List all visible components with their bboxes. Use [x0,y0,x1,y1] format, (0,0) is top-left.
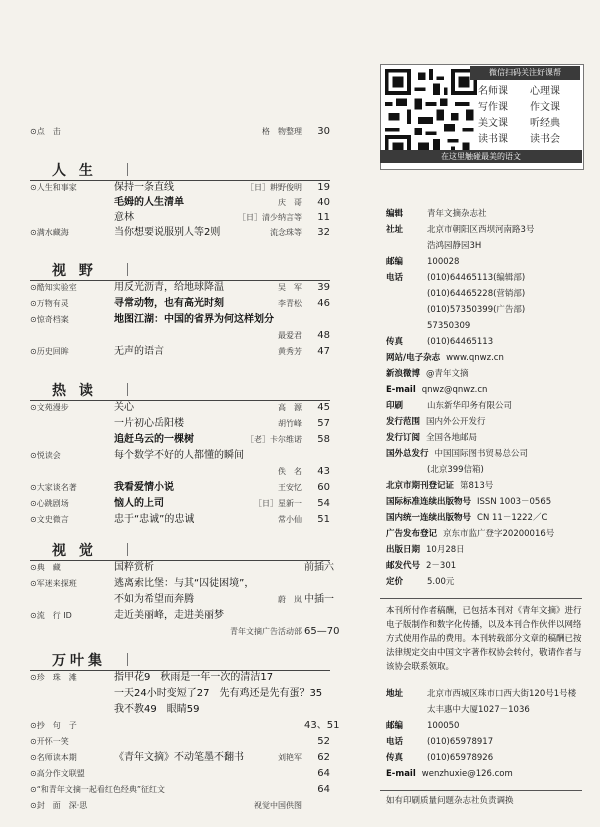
toc-row[interactable] [30,782,330,797]
info-value: www.qnwz.cn [446,353,504,363]
toc-row-author: ［日］耕野俊明 [246,183,302,192]
toc-row-page: 43 [317,466,330,477]
toc-row-title: 意林 [114,212,134,223]
toc-row-author: ［日］清少纳言等 [238,213,302,222]
toc-row[interactable] [30,225,330,240]
toc-row-title: 用反光沥青，给地球降温 [114,282,224,293]
info-value: 北京市朝阳区西坝河南路3号 [427,225,535,235]
toc-row-author: 庆 哥 [278,198,302,207]
info-value: 北京市西城区珠市口西大街120号1号楼 [427,689,577,699]
toc-row-author: 李青松 [278,299,302,308]
toc-row-page: 46 [317,298,330,309]
info-line [386,336,493,349]
toc-row-tag: ⊙悦读会 [30,451,61,460]
toc-row[interactable] [30,280,330,295]
info-line [386,768,513,781]
toc-row-tag: ⊙心跳剧场 [30,499,69,508]
toc-row[interactable] [30,195,330,210]
info-value: 第813号 [460,481,494,491]
info-label: 网站/电子杂志 [386,353,441,363]
toc-row-author: 高 源 [278,403,302,412]
info-line [386,416,486,429]
toc-row-page: 40 [317,197,330,208]
section-divider-bar [127,163,128,176]
toc-row-title: 毛姆的人生清单 [114,197,184,208]
toc-row-author: 最爱君 [278,331,302,340]
section-header [30,538,330,561]
info-line [386,736,493,749]
info-value: 国内外公开发行 [426,417,486,427]
info-value: 太丰惠中大厦1027－1036 [427,705,530,715]
toc-row-tag: ⊙“和青年文摘一起看红色经典”征红文 [30,785,165,794]
info-value: 10月28日 [426,545,465,555]
toc-row[interactable] [30,496,330,511]
info-line [386,432,477,445]
course-item[interactable]: 读书课 [478,134,508,145]
toc-row-title: 一片初心岳阳楼 [114,418,184,429]
course-item[interactable]: 名师课 [478,86,508,97]
info-line [386,368,469,381]
toc-row-author: 王安忆 [278,483,302,492]
info-label: 国内统一连续出版物号 [386,513,472,523]
toc-row[interactable] [30,576,330,591]
section-header [30,158,330,181]
course-item[interactable]: 写作课 [478,102,508,113]
info-line [386,448,528,461]
info-label: 编辑 [386,209,404,219]
section-title: 人 生 [52,163,97,179]
info-value: 5.00元 [427,577,455,587]
toc-row[interactable] [30,210,330,225]
info-value: 2－301 [426,561,457,571]
toc-row-title: 保持一条直线 [114,182,174,193]
course-item[interactable]: 美文课 [478,118,508,129]
toc-row-page: 47 [317,346,330,357]
section-header [30,258,330,281]
toc-row-page: 39 [317,282,330,293]
toc-row-page: 64 [317,768,330,779]
toc-row-page: 60 [317,482,330,493]
toc-row-title: 无声的语言 [114,346,164,357]
info-value: wenzhuxie@126.com [421,769,513,779]
section-title: 视 野 [52,263,97,279]
info-label: E-mail [386,769,416,779]
info-line [386,352,504,365]
info-label: 广告发布登记 [386,529,438,539]
course-item[interactable]: 读书会 [530,134,560,145]
info-value: (010)65978926 [427,753,494,763]
toc-row-tag: ⊙军迷来探班 [30,579,77,588]
toc-row[interactable] [30,328,330,343]
toc-row-page: 54 [317,498,330,509]
info-line [386,752,493,765]
toc-row[interactable] [30,400,330,415]
toc-row-page: 62 [317,752,330,763]
toc-row-tag: ⊙典 藏 [30,563,61,572]
toc-row-tag: ⊙文史微言 [30,515,69,524]
toc-row-page: 64 [317,784,330,795]
toc-row-author: ［日］星新一 [254,499,302,508]
info-value: 中国国际图书贸易总公司 [434,449,529,459]
copyright-notice: 本刊所付作者稿酬，已包括本刊对《青年文摘》进行电子版制作和数字化传播，以及本刊合作伙伴以网络方式使用作品的费用。本刊转载部分文章的稿酬已按法律规定交由中国文字著作权协会转付，敬请作者与该协会联系领取。 [386,606,582,672]
toc-row-page: 48 [317,330,330,341]
info-line [386,496,551,509]
toc-row-title: 我看爱情小说 [114,482,174,493]
toc-row-author: 蔚 岚 [278,595,302,604]
info-label: 邮发代号 [386,561,421,571]
toc-row-page: 11 [317,212,330,223]
info-line [386,688,576,701]
toc-row[interactable] [30,448,330,463]
info-line [386,704,530,717]
info-line [386,240,481,253]
toc-row-title: 《青年文摘》不动笔墨不翻书 [114,752,244,763]
toc-row-title: 逃离索比堡：与其“囚徒困境”， [114,578,255,589]
info-value: (010)64465113(编辑部) [427,273,526,283]
toc-row-title: 我不教49 眼睛59 [114,704,200,715]
info-value: (010)64465113 [427,337,494,347]
info-label: 发行订阅 [386,433,421,443]
toc-row[interactable] [30,702,330,717]
toc-row-dianji [30,124,330,139]
info-line [386,288,525,301]
toc-row-title: 每个数学不好的人都懂的瞬间 [114,450,244,461]
toc-row-page: 30 [317,126,330,137]
info-line [386,304,525,317]
info-value: (010)57350399(广告部) [427,305,526,315]
toc-row[interactable] [30,670,330,685]
toc-row-page: 19 [317,182,330,193]
info-value: CN 11－1222／C [477,513,548,523]
toc-row-title: 追赶乌云的一棵树 [114,434,194,445]
section-divider-bar [127,383,128,396]
qr-banner: 微信扫码关注好课帮 [470,66,580,80]
toc-row[interactable] [30,312,330,327]
info-label: 电话 [386,737,404,747]
info-value: 浩鸿园静园3H [427,241,482,251]
toc-row[interactable] [30,180,330,195]
toc-row[interactable] [30,512,330,527]
info-label: 新浪微博 [386,369,421,379]
toc-row-tag: ⊙流 行 ID [30,611,72,620]
toc-row-page: 43、51 [304,720,340,731]
info-value: 山东新华印务有限公司 [427,401,513,411]
info-line [386,544,465,557]
course-item[interactable]: 作文课 [530,102,560,113]
info-label: 传真 [386,337,404,347]
toc-row[interactable] [30,480,330,495]
footer-note: 如有印刷质量问题杂志社负责调换 [386,796,514,806]
toc-row-title: 走近美丽峰，走进美丽梦 [114,610,224,621]
toc-row-title: 地图江湖：中国的省界为何这样划分 [114,314,274,325]
toc-row-author: 胡竹峰 [278,419,302,428]
divider [380,790,582,791]
toc-row-tag: ⊙抄 句 子 [30,721,77,730]
info-line [386,464,484,477]
info-label: 地址 [386,689,404,699]
section-header [30,378,330,401]
info-value: 京东市监广登字20200016号 [443,529,555,539]
toc-row[interactable] [30,718,340,733]
toc-row[interactable] [30,624,340,639]
toc-row-page: 51 [317,514,330,525]
toc-row-tag: ⊙惊奇档案 [30,315,69,324]
info-line [386,224,534,237]
toc-row-title: 指甲花9 秋雨是一年一次的清洁17 [114,672,274,683]
toc-row-title: 国粹赏析 [114,562,154,573]
toc-row-page: 32 [317,227,330,238]
toc-row-tag: ⊙高分作文联盟 [30,769,85,778]
info-label: 传真 [386,753,404,763]
toc-row[interactable] [30,798,330,813]
toc-row-title: 一天24小时变短了27 先有鸡还是先有蛋？35 [114,688,323,699]
info-label: 邮编 [386,721,404,731]
toc-row-page: 57 [317,418,330,429]
toc-row[interactable] [30,750,330,765]
section-title: 万叶集 [52,653,106,669]
info-value: (010)65978917 [427,737,494,747]
info-value: 全国各地邮局 [426,433,478,443]
toc-row-tag: ⊙珍 珠 滩 [30,673,77,682]
toc-row-tag: ⊙点 击 [30,127,61,136]
toc-row-page: 前插六 [304,562,334,573]
info-label: 电话 [386,273,404,283]
toc-row[interactable] [30,608,330,623]
toc-row-page: 52 [317,736,330,747]
info-label: 邮编 [386,257,404,267]
course-item[interactable]: 心理课 [530,86,560,97]
toc-row-author: 视觉中国供图 [254,801,302,810]
info-value: 100050 [427,721,460,731]
section-divider-bar [127,543,128,556]
toc-row-author: 流念珠等 [270,228,302,237]
toc-row[interactable] [30,766,330,781]
info-label: 定价 [386,577,404,587]
toc-row-page: 58 [317,434,330,445]
toc-row-author: 佚 名 [278,467,302,476]
info-line [386,480,493,493]
toc-row-page: 45 [317,402,330,413]
toc-row-title: 关心 [114,402,134,413]
qr-footer-banner: 在这里触碰最美的语文 [380,150,582,163]
toc-row-author: 刘艳军 [278,753,302,762]
toc-row-tag: ⊙万物有灵 [30,299,69,308]
qr-code-icon[interactable] [385,69,477,161]
info-line [386,512,547,525]
toc-row-title: 当你想要说服别人等2则 [114,227,221,238]
section-title: 视 觉 [52,543,97,559]
toc-row-author: 黄秀芳 [278,347,302,356]
toc-row-tag: ⊙酷知实验室 [30,283,77,292]
toc-row[interactable] [30,734,330,749]
section-divider-bar [127,263,128,276]
info-value: (010)64465228(营销部) [427,289,526,299]
info-value: qnwz@qnwz.cn [421,385,488,395]
divider [380,598,582,599]
info-label: 社址 [386,225,404,235]
toc-row[interactable] [30,432,330,447]
info-line [386,256,459,269]
info-line [386,400,512,413]
info-label: 发行范围 [386,417,421,427]
toc-row-page: 65—70 [304,626,340,637]
toc-row[interactable] [30,464,330,479]
toc-row-tag: ⊙封 面 深·思 [30,801,88,810]
info-line [386,560,456,573]
toc-row-title: 忠于“忠诚”的忠诚 [114,514,195,525]
toc-row-author: ［老］卡尔维诺 [246,435,302,444]
toc-row-title: 寻常动物，也有高光时刻 [114,298,224,309]
info-label: E-mail [386,385,416,395]
toc-row[interactable] [30,686,330,701]
course-item[interactable]: 听经典 [530,118,560,129]
toc-row-tag: ⊙名师读本期 [30,753,77,762]
info-label: 北京市期刊登记证 [386,481,455,491]
toc-row[interactable] [30,344,330,359]
toc-row[interactable] [30,416,330,431]
info-line [386,320,470,333]
toc-row[interactable] [30,592,334,607]
info-line [386,272,525,285]
info-label: 出版日期 [386,545,421,555]
toc-row-author: 青年文摘广告活动部 [230,627,302,636]
toc-row[interactable] [30,560,334,575]
toc-row-tag: ⊙大家谈名著 [30,483,77,492]
info-line [386,720,459,733]
info-line [386,528,554,541]
info-label: 国际标准连续出版物号 [386,497,472,507]
info-value: 青年文摘杂志社 [427,209,487,219]
section-header [30,648,330,671]
toc-row-tag: ⊙开怀一笑 [30,737,69,746]
info-label: 印刷 [386,401,404,411]
toc-row-tag: ⊙人生和事家 [30,183,77,192]
toc-row-author: 常小仙 [278,515,302,524]
toc-row-tag: ⊙文苑漫步 [30,403,69,412]
info-line [386,208,487,221]
toc-row-page: 中插一 [304,594,334,605]
info-value: @青年文摘 [426,369,469,379]
info-value: 100028 [427,257,460,267]
info-value: 57350309 [427,321,471,331]
toc-row[interactable] [30,296,330,311]
toc-row-tag: ⊙历史回眸 [30,347,69,356]
toc-row-title: 不如为希望而奔腾 [114,594,194,605]
toc-row-title: 恼人的上司 [114,498,164,509]
toc-row-author: 吴 军 [278,283,302,292]
toc-row-author: 格 物整理 [262,127,302,136]
toc-row-tag: ⊙满水藏海 [30,228,69,237]
section-title: 热 读 [52,383,97,399]
info-line [386,384,487,397]
section-divider-bar [127,653,128,666]
info-value: (北京399信箱) [427,465,484,475]
info-value: ISSN 1003－0565 [477,497,552,507]
info-line [386,576,454,589]
info-label: 国外总发行 [386,449,429,459]
